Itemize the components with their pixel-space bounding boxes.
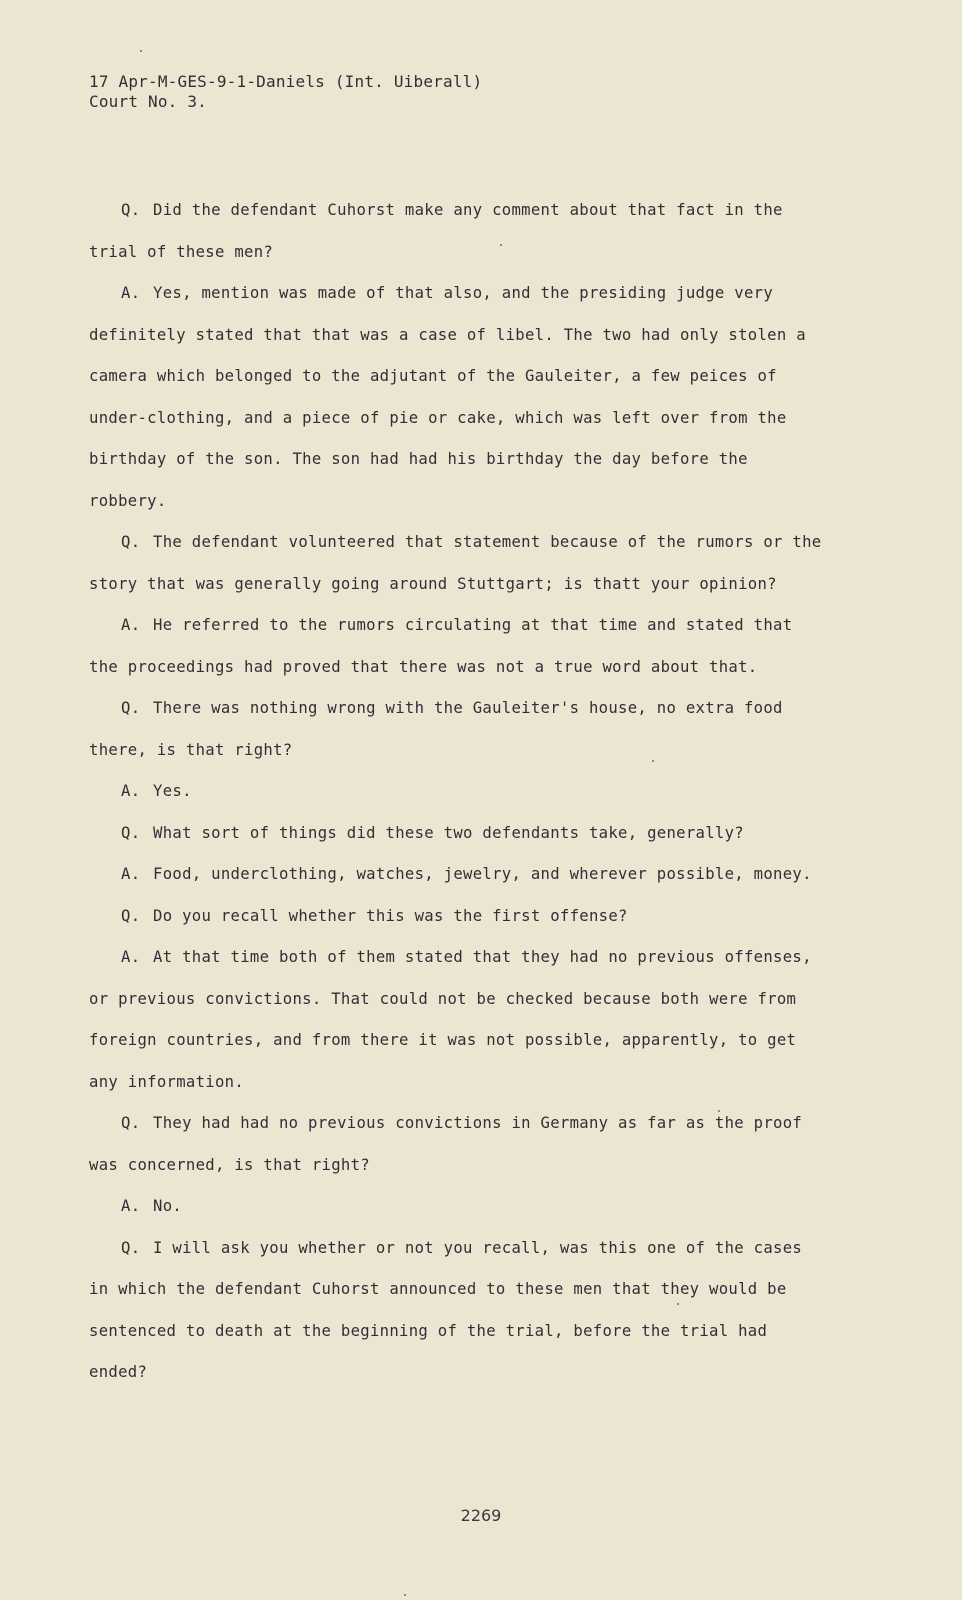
- paragraph-text: Yes, mention was made of that also, and the presiding judge very definitely stated that that was a case of libel. The two had only stolen a camera which belonged to the adjutant of the Gauleiter, a few peices of under-clothing, and a piece of pie or cake, which was left over from the birthday of the son. The son had had his birthday the day before the robbery.: [89, 284, 806, 510]
- speaker-label: Q.: [121, 906, 141, 925]
- paragraph-text: There was nothing wrong with the Gauleiter's house, no extra food there, is that right?: [89, 699, 783, 759]
- paragraph-text: I will ask you whether or not you recall, was this one of the cases in which the defendant Cuhorst announced to these men that they would be sentenced to death at the beginning of the trial, before the trial had ended?: [89, 1238, 803, 1381]
- speaker-label: Q.: [121, 1114, 141, 1132]
- speaker-label: A.: [121, 616, 141, 634]
- speaker-label: A.: [121, 1197, 141, 1215]
- speaker-label: Q.: [121, 533, 141, 551]
- paper-speck: [140, 50, 142, 52]
- paragraph-text: No.: [153, 1197, 183, 1215]
- paper-speck: [500, 244, 502, 246]
- speaker-label: Q.: [121, 1238, 141, 1257]
- transcript-paragraph: [89, 1228, 829, 1394]
- transcript-body: [89, 190, 829, 1394]
- paper-speck: [652, 760, 654, 762]
- speaker-label: Q.: [121, 823, 141, 842]
- transcript-paragraph: [89, 813, 829, 855]
- paper-speck: [404, 1594, 406, 1596]
- speaker-label: A.: [121, 284, 141, 302]
- transcript-paragraph: [89, 522, 829, 605]
- speaker-label: A.: [121, 782, 141, 800]
- transcript-paragraph: [89, 605, 829, 688]
- header-case-line: 17 Apr-M-GES-9-1-Daniels (Int. Uiberall): [89, 72, 483, 91]
- paragraph-text: Yes.: [153, 782, 192, 800]
- transcript-paragraph: [89, 273, 829, 522]
- transcript-paragraph: [89, 1103, 829, 1186]
- paragraph-text: Food, underclothing, watches, jewelry, and wherever possible, money.: [153, 865, 812, 883]
- speaker-label: Q.: [121, 201, 141, 219]
- transcript-paragraph: [89, 1186, 829, 1228]
- transcript-paragraph: [89, 771, 829, 813]
- transcript-paragraph: [89, 937, 829, 1103]
- paragraph-text: He referred to the rumors circulating at that time and stated that the proceedings had proved that there was not a true word about that.: [89, 616, 793, 676]
- paragraph-text: The defendant volunteered that statement because of the rumors or the story that was generally going around Stuttgart; is thatt your opinion?: [89, 533, 822, 593]
- paper-speck: [677, 1303, 679, 1305]
- paragraph-text: At that time both of them stated that they had no previous offenses, or previous convictions. That could not be checked because both were from foreign countries, and from there it was not possible, apparently, to get any information.: [89, 948, 812, 1091]
- page-number: 2269: [460, 1506, 502, 1525]
- document-header: [89, 72, 482, 112]
- transcript-paragraph: [89, 854, 829, 896]
- header-court-line: Court No. 3.: [89, 92, 207, 111]
- transcript-paragraph: [89, 190, 829, 273]
- speaker-label: A.: [121, 865, 141, 883]
- paragraph-text: Did the defendant Cuhorst make any comment about that fact in the trial of these men?: [89, 201, 783, 261]
- paragraph-text: What sort of things did these two defendants take, generally?: [153, 823, 744, 842]
- paper-speck: [718, 1110, 720, 1112]
- transcript-paragraph: [89, 688, 829, 771]
- transcript-paragraph: [89, 896, 829, 938]
- speaker-label: Q.: [121, 699, 141, 717]
- speaker-label: A.: [121, 948, 141, 966]
- paragraph-text: They had had no previous convictions in Germany as far as the proof was concerned, is that right?: [89, 1114, 803, 1174]
- paragraph-text: Do you recall whether this was the first offense?: [153, 906, 628, 925]
